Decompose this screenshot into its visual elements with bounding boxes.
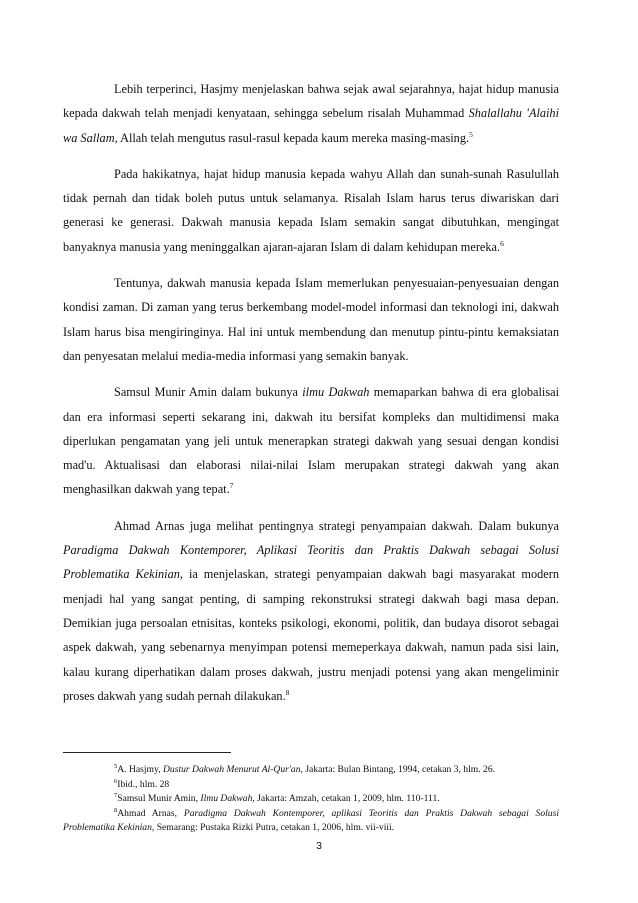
text-run: Semarang: Pustaka Rizki Putra, cetakan 1, 2006, hlm. vii-viii. <box>154 822 395 834</box>
text-run: memaparkan bahwa di era globalisai dan era informasi seperti sekarang ini, dakwah itu bersifat kompleks dan multidimensi maka diperlukan pengamatan yang jeli untuk menerapkan strategi dakwah yang sesuai dengan kondisi mad'u. Aktualisasi dan elaborasi nilai-nilai Islam merupakan strategi dakwah yang akan menghasilkan dakwah yang tepat. <box>63 385 559 497</box>
paragraph <box>63 162 559 259</box>
footnote-separator <box>63 752 231 753</box>
italic-text: ilmu Dakwah <box>302 385 370 400</box>
text-run: ia menjelaskan, strategi penyampaian dakwah bagi masyarakat modern menjadi hal yang sangat penting, di samping rekonstruksi strategi dakwah bagi masa depan. Demikian juga persoalan etnisitas, konteks psikologi, ekonomi, politik, dan budaya disorot sebagai aspek dakwah, yang sebenarnya menyimpan potensi memeperkaya dakwah, namun pada sisi lain, kalau kurang diperhatikan dalam proses dakwah, justru menjadi potensi yang akan mengeliminir proses dakwah yang sudah pernah dilakukan. <box>63 567 559 703</box>
italic-text: Paradigma Dakwah Kontemporer, Aplikasi Teoritis dan Praktis Dakwah sebagai Solusi Problematika Kekinian, <box>63 543 559 582</box>
text-run: Allah telah mengutus rasul-rasul kepada kaum mereka masing-masing. <box>117 130 470 145</box>
text-run: Lebih terperinci, Hasjmy menjelaskan bahwa sejak awal sejarahnya, hajat hidup manusia kepada dakwah telah menjadi kenyataan, sehingga sebelum risalah Muhammad <box>63 82 559 121</box>
footnotes <box>63 763 559 836</box>
footnote-ref: 5 <box>469 129 473 139</box>
text-run: Jakarta: Amzah, cetakan 1, 2009, hlm. 110-111. <box>254 793 440 805</box>
text-run: Jakarta: Bulan Bintang, 1994, cetakan 3, hlm. 26. <box>302 764 496 775</box>
text-run: Tentunya, dakwah manusia kepada Islam memerlukan penyesuaian-penyesuaian dengan kondisi zaman. Di zaman yang terus berkembang model-model informasi dan teknologi ini, dakwah Islam harus bisa mengiringinya. Hal ini untuk membendung dan menutup pintu-pintu kemaksiatan dan penyesatan melalui media-media informasi yang semakin banyak. <box>63 276 559 363</box>
italic-text: Ilmu Dakwah, <box>200 793 255 805</box>
italic-text: Shalallahu 'Alaihi wa Sallam, <box>63 106 559 145</box>
footnote <box>63 792 559 807</box>
page-number: 3 <box>316 840 322 852</box>
body-text <box>63 77 559 708</box>
text-run: Pada hakikatnya, hajat hidup manusia kepada wahyu Allah dan sunah-sunah Rasulullah tidak pernah dan tidak boleh putus untuk selamanya. Risalah Islam harus terus diwariskan dari generasi ke generasi. Dakwah manusia kepada Islam semakin sangat dibutuhkan, mengingat banyaknya manusia yang meninggalkan ajaran-ajaran Islam di dalam kehidupan mereka. <box>63 166 559 254</box>
footnote-ref: 7 <box>229 481 234 491</box>
text-run: Ahmad Arnas, <box>117 807 184 819</box>
text-run: Ibid., hlm. 28 <box>117 778 170 790</box>
footnote-ref: 8 <box>285 687 290 697</box>
text-run: Ahmad Arnas juga melihat pentingnya strategi penyampaian dakwah. Dalam bukunya <box>114 518 559 533</box>
paragraph <box>63 77 559 150</box>
paragraph <box>63 514 559 708</box>
footnote-number: 8 <box>114 806 118 814</box>
footnote <box>63 807 559 836</box>
text-run: A. Hasjmy, <box>117 764 163 775</box>
footnote <box>63 763 559 778</box>
footnote-ref: 6 <box>500 238 504 248</box>
paragraph <box>63 271 559 368</box>
paragraph <box>63 380 559 501</box>
footnote-number: 5 <box>114 763 118 770</box>
italic-text: Dustur Dakwah Menurut Al-Qur'an, <box>163 764 303 775</box>
text-run: Samsul Munir Amin dalam bukunya <box>114 385 303 400</box>
italic-text: Paradigma Dakwah Kontemporer, aplikasi Teoritis dan Praktis Dakwah sebagai Solusi Problematika Kekinian, <box>63 807 559 834</box>
text-run: Samsul Munir Amin, <box>117 793 201 805</box>
footnote-number: 6 <box>114 777 118 785</box>
footnote-number: 7 <box>114 792 118 800</box>
footnote <box>63 778 559 793</box>
